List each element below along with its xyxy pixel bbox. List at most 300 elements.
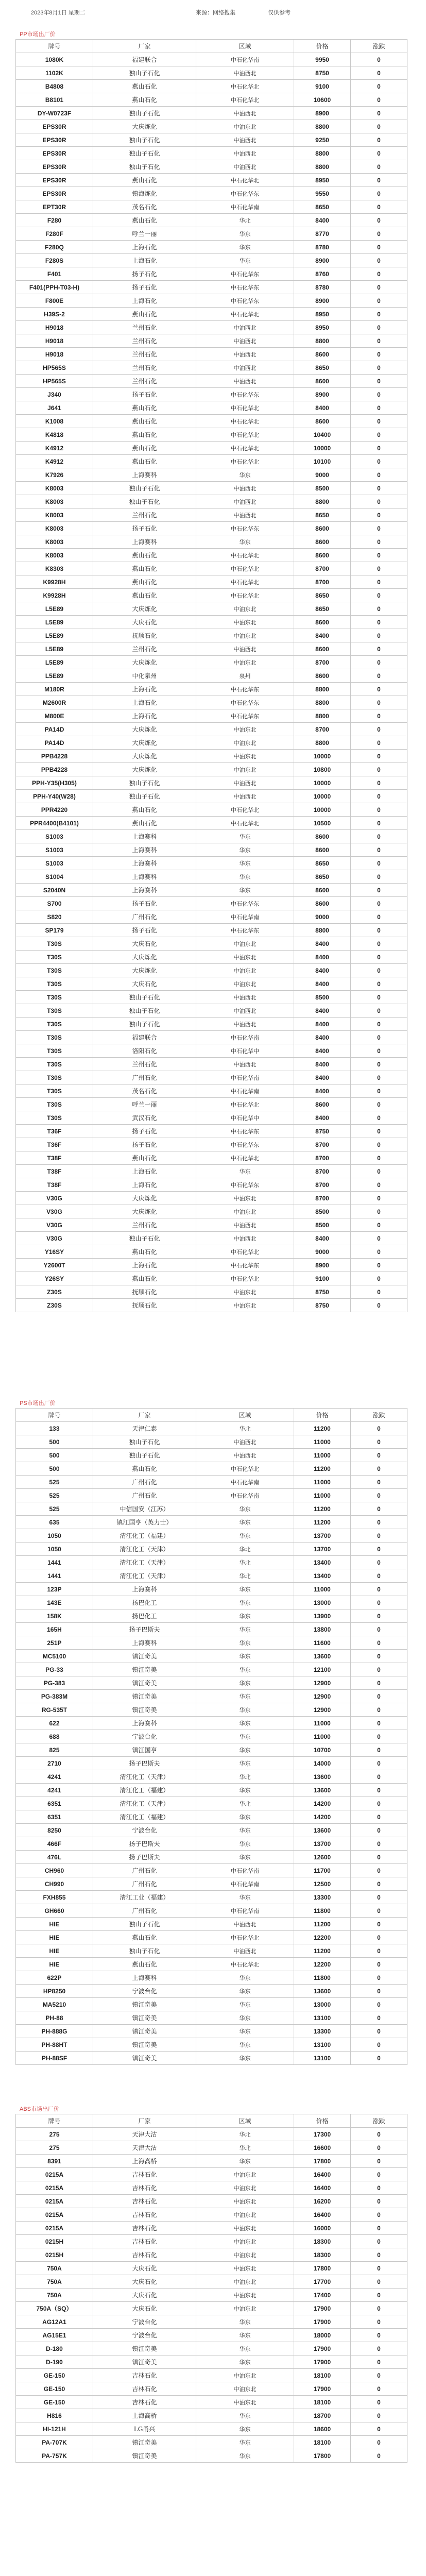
cell-change: 0 xyxy=(351,1757,407,1770)
cell-price: 12500 xyxy=(294,1877,351,1891)
cell-factory: 燕山石化 xyxy=(93,401,196,415)
cell-change: 0 xyxy=(351,227,407,241)
cell-factory: 呼兰一丽 xyxy=(93,1098,196,1111)
cell-region: 中石化华东 xyxy=(196,696,294,709)
cell-region: 中石化华北 xyxy=(196,1958,294,1971)
cell-region: 中油东北 xyxy=(196,656,294,669)
cell-factory: 燕山石化 xyxy=(93,1245,196,1259)
cell-price: 13700 xyxy=(294,1837,351,1851)
cell-price: 8400 xyxy=(294,964,351,977)
cell-grade: K8303 xyxy=(16,562,93,575)
table-row xyxy=(16,1650,407,1663)
table-header-row xyxy=(16,2114,407,2128)
cell-grade: HP8250 xyxy=(16,1985,93,1998)
table-row xyxy=(16,375,407,388)
cell-price: 11000 xyxy=(294,1583,351,1596)
cell-region: 中石化华东 xyxy=(196,187,294,200)
table-header-row xyxy=(16,40,407,53)
table-row xyxy=(16,1489,407,1502)
table-row xyxy=(16,455,407,468)
cell-price: 11000 xyxy=(294,1449,351,1462)
cell-factory: 燕山石化 xyxy=(93,93,196,107)
cell-price: 8700 xyxy=(294,656,351,669)
table-row xyxy=(16,294,407,308)
cell-region: 中石化华北 xyxy=(196,1272,294,1285)
cell-change: 0 xyxy=(351,549,407,562)
table-row xyxy=(16,1676,407,1690)
cell-change: 0 xyxy=(351,2355,407,2369)
cell-grade: 688 xyxy=(16,1730,93,1743)
cell-grade: K4818 xyxy=(16,428,93,442)
cell-grade: K9928H xyxy=(16,589,93,602)
cell-factory: 福建联合 xyxy=(93,1031,196,1044)
cell-change: 0 xyxy=(351,1232,407,1245)
cell-grade: F280F xyxy=(16,227,93,241)
table-row xyxy=(16,642,407,656)
table-row xyxy=(16,683,407,696)
cell-region: 中油西北 xyxy=(196,495,294,509)
cell-grade: 0215A xyxy=(16,2168,93,2181)
table-row xyxy=(16,2052,407,2065)
cell-region: 华东 xyxy=(196,1717,294,1730)
cell-grade: F280Q xyxy=(16,241,93,254)
cell-factory: 扬子巴斯夫 xyxy=(93,1851,196,1864)
cell-price: 17900 xyxy=(294,2342,351,2355)
cell-change: 0 xyxy=(351,2275,407,2289)
cell-change: 0 xyxy=(351,160,407,174)
cell-grade: MA5210 xyxy=(16,1998,93,2011)
cell-price: 8700 xyxy=(294,562,351,575)
cell-price: 8650 xyxy=(294,361,351,375)
col-header-factory: 厂家 xyxy=(93,1409,196,1422)
cell-price: 11200 xyxy=(294,1918,351,1931)
cell-factory: 广州石化 xyxy=(93,910,196,924)
cell-change: 0 xyxy=(351,2409,407,2422)
table-row xyxy=(16,1111,407,1125)
cell-region: 中油西北 xyxy=(196,321,294,334)
table-row xyxy=(16,1004,407,1018)
cell-grade: L5E89 xyxy=(16,602,93,616)
cell-region: 中石化华北 xyxy=(196,1098,294,1111)
table-row xyxy=(16,1125,407,1138)
cell-price: 8900 xyxy=(294,388,351,401)
cell-factory: 宁波台化 xyxy=(93,2315,196,2329)
cell-change: 0 xyxy=(351,2208,407,2222)
cell-grade: S2040N xyxy=(16,884,93,897)
table-row xyxy=(16,1810,407,1824)
cell-region: 中油西北 xyxy=(196,776,294,790)
cell-price: 9100 xyxy=(294,80,351,93)
cell-change: 0 xyxy=(351,830,407,843)
cell-factory: 独山子石化 xyxy=(93,147,196,160)
cell-factory: 大庆石化 xyxy=(93,2275,196,2289)
cell-price: 8700 xyxy=(294,1165,351,1178)
cell-factory: 大庆炼化 xyxy=(93,750,196,763)
col-header-price: 价格 xyxy=(294,1409,351,1422)
cell-change: 0 xyxy=(351,93,407,107)
cell-price: 18700 xyxy=(294,2409,351,2422)
cell-grade: 8250 xyxy=(16,1824,93,1837)
cell-region: 华东 xyxy=(196,1529,294,1543)
cell-grade: GE-150 xyxy=(16,2369,93,2382)
table-row xyxy=(16,1944,407,1958)
cell-change: 0 xyxy=(351,897,407,910)
cell-price: 8600 xyxy=(294,375,351,388)
cell-grade: Y2600T xyxy=(16,1259,93,1272)
cell-grade: V30G xyxy=(16,1192,93,1205)
cell-grade: PH-88SF xyxy=(16,2052,93,2065)
cell-price: 13800 xyxy=(294,1623,351,1636)
cell-factory: 燕山石化 xyxy=(93,455,196,468)
table-row xyxy=(16,1556,407,1569)
table-row xyxy=(16,870,407,884)
table-row xyxy=(16,1178,407,1192)
cell-change: 0 xyxy=(351,522,407,535)
cell-price: 8900 xyxy=(294,1259,351,1272)
cell-grade: EPS30R xyxy=(16,187,93,200)
cell-price: 8650 xyxy=(294,509,351,522)
cell-region: 华东 xyxy=(196,1810,294,1824)
cell-change: 0 xyxy=(351,1529,407,1543)
cell-grade: K8003 xyxy=(16,509,93,522)
cell-change: 0 xyxy=(351,2038,407,2052)
cell-factory: 大庆石化 xyxy=(93,2302,196,2315)
cell-change: 0 xyxy=(351,602,407,616)
cell-grade: PPB4228 xyxy=(16,750,93,763)
cell-price: 16600 xyxy=(294,2141,351,2155)
cell-factory: 上海赛科 xyxy=(93,1583,196,1596)
cell-grade: T30S xyxy=(16,1044,93,1058)
cell-grade: T30S xyxy=(16,1004,93,1018)
cell-change: 0 xyxy=(351,1958,407,1971)
table-row xyxy=(16,1770,407,1784)
cell-factory: 大庆石化 xyxy=(93,2262,196,2275)
cell-region: 华东 xyxy=(196,1663,294,1676)
cell-factory: 独山子石化 xyxy=(93,1232,196,1245)
report-note: 仅供参考 xyxy=(268,10,291,16)
cell-grade: RG-535T xyxy=(16,1703,93,1717)
cell-price: 9100 xyxy=(294,1272,351,1285)
cell-factory: 扬子石化 xyxy=(93,388,196,401)
cell-change: 0 xyxy=(351,133,407,147)
cell-change: 0 xyxy=(351,1864,407,1877)
cell-region: 华东 xyxy=(196,1784,294,1797)
cell-factory: 兰州石化 xyxy=(93,375,196,388)
cell-grade: F800E xyxy=(16,294,93,308)
cell-grade: T38F xyxy=(16,1151,93,1165)
table-row xyxy=(16,549,407,562)
cell-price: 8950 xyxy=(294,174,351,187)
cell-change: 0 xyxy=(351,1797,407,1810)
table-row xyxy=(16,575,407,589)
cell-price: 8600 xyxy=(294,830,351,843)
cell-region: 中石化华东 xyxy=(196,294,294,308)
cell-region: 中石化华北 xyxy=(196,428,294,442)
cell-price: 8700 xyxy=(294,723,351,736)
cell-region: 中油西北 xyxy=(196,375,294,388)
cell-region: 中石化华南 xyxy=(196,1071,294,1084)
cell-factory: 兰州石化 xyxy=(93,509,196,522)
cell-grade: T30S xyxy=(16,1031,93,1044)
cell-change: 0 xyxy=(351,535,407,549)
cell-region: 中石化华东 xyxy=(196,1178,294,1192)
cell-factory: 天津仁泰 xyxy=(93,1422,196,1435)
cell-grade: T38F xyxy=(16,1165,93,1178)
cell-factory: 燕山石化 xyxy=(93,549,196,562)
cell-price: 17400 xyxy=(294,2289,351,2302)
table-row xyxy=(16,897,407,910)
cell-grade: GH660 xyxy=(16,1904,93,1918)
cell-region: 中石化华东 xyxy=(196,683,294,696)
table-row xyxy=(16,495,407,509)
cell-grade: 622P xyxy=(16,1971,93,1985)
cell-region: 中石化华北 xyxy=(196,455,294,468)
cell-price: 8700 xyxy=(294,1138,351,1151)
cell-price: 17900 xyxy=(294,2315,351,2329)
table-row xyxy=(16,1864,407,1877)
table-row xyxy=(16,361,407,375)
table-row xyxy=(16,910,407,924)
cell-region: 中油东北 xyxy=(196,1285,294,1299)
cell-change: 0 xyxy=(351,1784,407,1797)
cell-change: 0 xyxy=(351,1824,407,1837)
cell-price: 17800 xyxy=(294,2262,351,2275)
cell-change: 0 xyxy=(351,817,407,830)
cell-change: 0 xyxy=(351,884,407,897)
table-row xyxy=(16,1757,407,1770)
table-row xyxy=(16,803,407,817)
cell-factory: 镇江奇美 xyxy=(93,2052,196,2065)
cell-region: 华东 xyxy=(196,2011,294,2025)
cell-change: 0 xyxy=(351,1449,407,1462)
cell-grade: Y16SY xyxy=(16,1245,93,1259)
cell-price: 13300 xyxy=(294,2025,351,2038)
cell-price: 8800 xyxy=(294,696,351,709)
col-header-change: 涨跌 xyxy=(351,2114,407,2128)
cell-price: 13700 xyxy=(294,1529,351,1543)
cell-change: 0 xyxy=(351,1272,407,1285)
cell-change: 0 xyxy=(351,1663,407,1676)
table-row xyxy=(16,2449,407,2463)
table-row xyxy=(16,951,407,964)
cell-region: 中油东北 xyxy=(196,2235,294,2248)
cell-factory: 镇江国亨 xyxy=(93,1743,196,1757)
cell-change: 0 xyxy=(351,1516,407,1529)
cell-change: 0 xyxy=(351,2195,407,2208)
cell-factory: 清江化工（天津） xyxy=(93,1770,196,1784)
cell-region: 中油东北 xyxy=(196,736,294,750)
cell-grade: L5E89 xyxy=(16,669,93,683)
cell-region: 华东 xyxy=(196,2329,294,2342)
table-row xyxy=(16,1837,407,1851)
cell-region: 中油东北 xyxy=(196,951,294,964)
cell-price: 8700 xyxy=(294,1151,351,1165)
cell-change: 0 xyxy=(351,428,407,442)
cell-region: 中油西北 xyxy=(196,482,294,495)
cell-change: 0 xyxy=(351,2222,407,2235)
cell-region: 华东 xyxy=(196,843,294,857)
cell-region: 中油东北 xyxy=(196,602,294,616)
cell-price: 8600 xyxy=(294,616,351,629)
cell-grade: S1003 xyxy=(16,830,93,843)
cell-grade: MC5100 xyxy=(16,1650,93,1663)
price-table xyxy=(15,2114,407,2463)
table-row xyxy=(16,736,407,750)
cell-price: 13600 xyxy=(294,1650,351,1663)
cell-grade: M800E xyxy=(16,709,93,723)
cell-price: 8400 xyxy=(294,1031,351,1044)
cell-price: 8500 xyxy=(294,1218,351,1232)
cell-factory: 上海赛科 xyxy=(93,870,196,884)
cell-grade: L5E89 xyxy=(16,642,93,656)
cell-grade: DY-W0723F xyxy=(16,107,93,120)
table-row xyxy=(16,2289,407,2302)
cell-region: 华东 xyxy=(196,2436,294,2449)
table-row xyxy=(16,1272,407,1285)
cell-change: 0 xyxy=(351,1111,407,1125)
table-row xyxy=(16,2436,407,2449)
cell-price: 8950 xyxy=(294,308,351,321)
cell-price: 9000 xyxy=(294,910,351,924)
cell-factory: 燕山石化 xyxy=(93,174,196,187)
cell-region: 中油东北 xyxy=(196,120,294,133)
table-row xyxy=(16,1044,407,1058)
cell-grade: 476L xyxy=(16,1851,93,1864)
cell-price: 8800 xyxy=(294,334,351,348)
cell-price: 17900 xyxy=(294,2302,351,2315)
cell-price: 8700 xyxy=(294,1178,351,1192)
cell-grade: F280S xyxy=(16,254,93,267)
cell-region: 华东 xyxy=(196,1676,294,1690)
cell-change: 0 xyxy=(351,2449,407,2463)
cell-price: 8600 xyxy=(294,549,351,562)
cell-factory: 大庆炼化 xyxy=(93,1205,196,1218)
table-row xyxy=(16,830,407,843)
cell-region: 中石化华北 xyxy=(196,1462,294,1476)
cell-factory: 大庆炼化 xyxy=(93,723,196,736)
table-row xyxy=(16,2315,407,2329)
cell-region: 中石化华北 xyxy=(196,549,294,562)
table-row xyxy=(16,1717,407,1730)
cell-region: 华东 xyxy=(196,1891,294,1904)
cell-factory: 上海石化 xyxy=(93,254,196,267)
cell-price: 18600 xyxy=(294,2422,351,2436)
table-row xyxy=(16,1784,407,1797)
table-row xyxy=(16,1435,407,1449)
cell-grade: 8391 xyxy=(16,2155,93,2168)
table-row xyxy=(16,1058,407,1071)
table-row xyxy=(16,1690,407,1703)
cell-change: 0 xyxy=(351,1125,407,1138)
cell-region: 华东 xyxy=(196,1165,294,1178)
cell-grade: PPH-Y40(W28) xyxy=(16,790,93,803)
cell-region: 华东 xyxy=(196,1596,294,1609)
cell-factory: 广州石化 xyxy=(93,1071,196,1084)
cell-price: 11700 xyxy=(294,1864,351,1877)
cell-grade: T30S xyxy=(16,1071,93,1084)
cell-grade: 750A xyxy=(16,2289,93,2302)
cell-region: 中油东北 xyxy=(196,2208,294,2222)
cell-region: 中石化华北 xyxy=(196,817,294,830)
cell-grade: PG-383M xyxy=(16,1690,93,1703)
table-row xyxy=(16,348,407,361)
cell-grade: V30G xyxy=(16,1232,93,1245)
cell-change: 0 xyxy=(351,910,407,924)
cell-region: 华北 xyxy=(196,2128,294,2141)
cell-factory: 上海赛科 xyxy=(93,843,196,857)
cell-price: 8750 xyxy=(294,1125,351,1138)
cell-factory: 吉林石化 xyxy=(93,2208,196,2222)
cell-factory: 独山子石化 xyxy=(93,482,196,495)
cell-factory: 上海石化 xyxy=(93,709,196,723)
cell-change: 0 xyxy=(351,482,407,495)
cell-grade: F280 xyxy=(16,214,93,227)
cell-factory: 燕山石化 xyxy=(93,803,196,817)
cell-price: 11200 xyxy=(294,1462,351,1476)
table-row xyxy=(16,267,407,281)
cell-region: 华东 xyxy=(196,1516,294,1529)
cell-grade: 275 xyxy=(16,2141,93,2155)
cell-price: 8800 xyxy=(294,709,351,723)
table-row xyxy=(16,709,407,723)
table-row xyxy=(16,1918,407,1931)
cell-change: 0 xyxy=(351,776,407,790)
cell-change: 0 xyxy=(351,2235,407,2248)
cell-change: 0 xyxy=(351,589,407,602)
cell-region: 中石化华东 xyxy=(196,281,294,294)
cell-factory: 大庆炼化 xyxy=(93,602,196,616)
cell-grade: PPR4220 xyxy=(16,803,93,817)
table-row xyxy=(16,2248,407,2262)
cell-change: 0 xyxy=(351,214,407,227)
cell-grade: HI-121H xyxy=(16,2422,93,2436)
cell-region: 华东 xyxy=(196,2342,294,2355)
cell-grade: 1441 xyxy=(16,1556,93,1569)
cell-grade: T30S xyxy=(16,977,93,991)
cell-grade: K4912 xyxy=(16,455,93,468)
cell-price: 13700 xyxy=(294,1543,351,1556)
table-row xyxy=(16,1462,407,1476)
table-row xyxy=(16,562,407,575)
cell-grade: D-190 xyxy=(16,2355,93,2369)
cell-change: 0 xyxy=(351,1650,407,1663)
cell-change: 0 xyxy=(351,1543,407,1556)
cell-grade: F401(PPH-T03-H) xyxy=(16,281,93,294)
cell-price: 8400 xyxy=(294,937,351,951)
cell-change: 0 xyxy=(351,1636,407,1650)
cell-price: 8600 xyxy=(294,642,351,656)
table-row xyxy=(16,428,407,442)
cell-price: 8650 xyxy=(294,200,351,214)
cell-factory: 宁波台化 xyxy=(93,1985,196,1998)
table-row xyxy=(16,133,407,147)
table-row xyxy=(16,2369,407,2382)
cell-factory: 镇江奇美 xyxy=(93,1650,196,1663)
cell-change: 0 xyxy=(351,107,407,120)
table-row xyxy=(16,1730,407,1743)
cell-factory: 燕山石化 xyxy=(93,817,196,830)
table-row xyxy=(16,1245,407,1259)
cell-region: 中油西北 xyxy=(196,1232,294,1245)
cell-price: 13900 xyxy=(294,1609,351,1623)
cell-grade: K1008 xyxy=(16,415,93,428)
table-row xyxy=(16,2382,407,2396)
cell-factory: 燕山石化 xyxy=(93,442,196,455)
cell-price: 18100 xyxy=(294,2436,351,2449)
cell-price: 11800 xyxy=(294,1971,351,1985)
cell-factory: 燕山石化 xyxy=(93,1958,196,1971)
cell-grade: 4241 xyxy=(16,1784,93,1797)
